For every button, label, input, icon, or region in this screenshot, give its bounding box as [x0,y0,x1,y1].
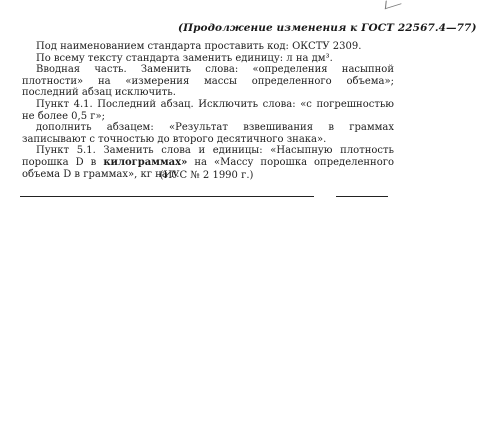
separator-rule-right [336,196,388,197]
paragraph-addition: дополнить абзацем: «Результат взвешивания в граммах записывают с точностью до второго десятичного знака». [22,122,394,145]
corner-mark [385,0,402,9]
separator-rule-left [20,196,314,197]
paragraph-code: Под наименованием стандарта проставить код: ОКСТУ 2309. [36,41,362,52]
continuation-header: (Продолжение изменения к ГОСТ 22567.4—77) [178,22,477,34]
item-5-1-part-2: килограммах» [103,156,188,168]
ius-reference: (ИУС № 2 1990 г.) [159,170,254,181]
amendment-text [22,41,394,180]
paragraph-item-4-1: Пункт 4.1. Последний абзац. Исключить слова: «с погрешностью не более 0,5 г»; [22,98,394,122]
paragraph-intro: Вводная часть. Заменить слова: «определения насыпной плотности» на «измерения массы определенного объема»; последний абзац исключить. [22,64,394,99]
paragraph-unit-replacement: По всему тексту стандарта заменить единицу: л на дм³. [36,52,333,64]
item-5-1-part-3: на «Массу порошка определенного объема D в граммах», кг на г. [22,156,394,180]
item-5-1-part-1: Пункт 5.1. Заменить слова и единицы: «Насыпную плотность порошка D в [22,145,394,168]
